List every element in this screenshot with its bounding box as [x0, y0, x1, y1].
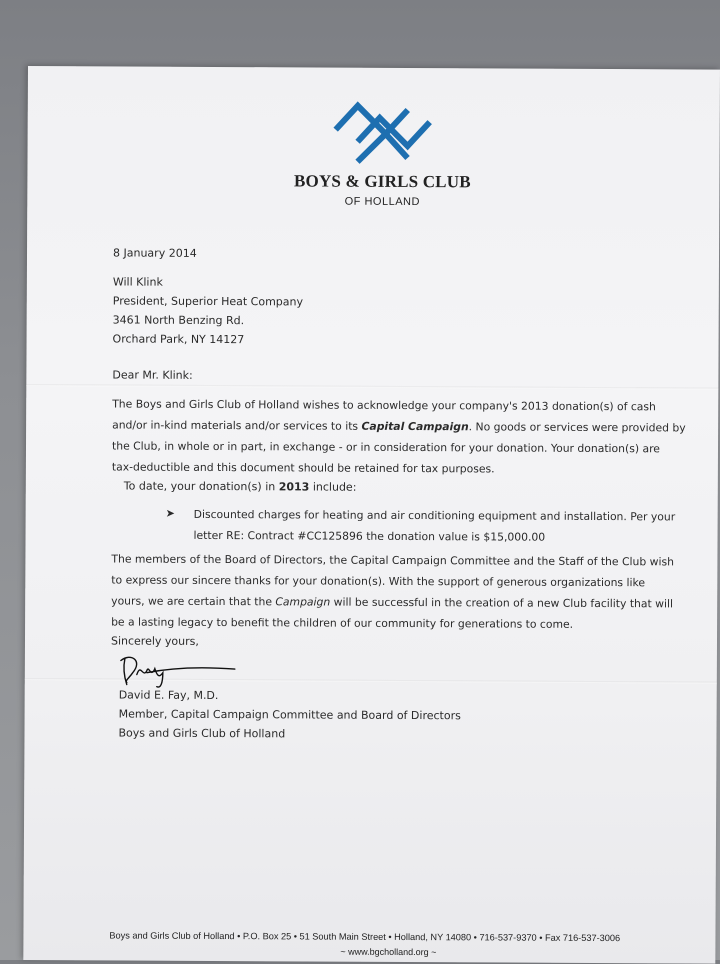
donations-intro — [124, 478, 357, 497]
paragraph-line: The Boys and Girls Club of Holland wishes to acknowledge your company's 2013 donation(s) of cash — [112, 397, 656, 414]
signer-org: Boys and Girls Club of Holland — [118, 726, 286, 741]
bullet-arrow-icon: ➤ — [165, 507, 175, 520]
letter-paper — [23, 66, 720, 964]
recipient-name: Will Klink — [112, 275, 163, 289]
recipient-street: 3461 North Benzing Rd. — [112, 313, 245, 328]
paragraph-line: The members of the Board of Directors, the Capital Campaign Committee and the Staff of the Club wish — [111, 552, 674, 569]
paragraph-acknowledgement — [112, 393, 686, 480]
footer-address: Boys and Girls Club of Holland • P.O. Box 25 • 51 South Main Street • Holland, NY 14080 • 716-537-9370 • Fax 716-537-3006 — [109, 930, 621, 944]
paragraph-line: be a lasting legacy to benefit the children of our community for generations to come. — [111, 615, 574, 631]
paragraph-line: and/or in-kind materials and/or services to its Capital Campaign. No goods or services were provided by — [112, 418, 686, 435]
paragraph-line: to express our sincere thanks for your donation(s). With the support of generous organizations like — [111, 573, 646, 590]
club-logo-icon — [327, 96, 437, 177]
donation-item-line: Discounted charges for heating and air conditioning equipment and installation. Per your — [193, 507, 676, 524]
org-subtitle: OF HOLLAND — [344, 195, 420, 209]
donation-item — [193, 504, 675, 549]
signer-name: David E. Fay, M.D. — [118, 688, 219, 703]
paragraph-line: yours, we are certain that the Campaign will be successful in the creation of a new Club facility that will — [111, 594, 674, 611]
org-name: BOYS & GIRLS CLUB — [293, 171, 471, 192]
letter-date: 8 January 2014 — [112, 246, 197, 260]
recipient-city: Orchard Park, NY 14127 — [112, 332, 245, 347]
donations-intro-year: 2013 — [278, 480, 310, 494]
salutation: Dear Mr. Klink: — [112, 368, 193, 382]
donations-intro-suffix: include: — [309, 480, 357, 494]
closing: Sincerely yours, — [110, 634, 199, 648]
signature-icon — [117, 648, 237, 689]
recipient-title: President, Superior Heat Company — [112, 294, 304, 309]
paragraph-thanks — [111, 548, 674, 635]
paragraph-line: tax-deductible and this document should be retained for tax purposes. — [111, 460, 495, 476]
donations-intro-prefix: To date, your donation(s) in — [123, 479, 279, 494]
paragraph-line: the Club, in whole or in part, in exchange - or in consideration for your donation. Your donation(s) are — [111, 439, 661, 456]
footer-website: ~ www.bgcholland.org ~ — [340, 946, 437, 958]
donation-item-line: letter RE: Contract #CC125896 the donation value is $15,000.00 — [193, 528, 546, 544]
paper-fold-line — [26, 384, 718, 390]
signer-title: Member, Capital Campaign Committee and Board of Directors — [118, 707, 461, 723]
